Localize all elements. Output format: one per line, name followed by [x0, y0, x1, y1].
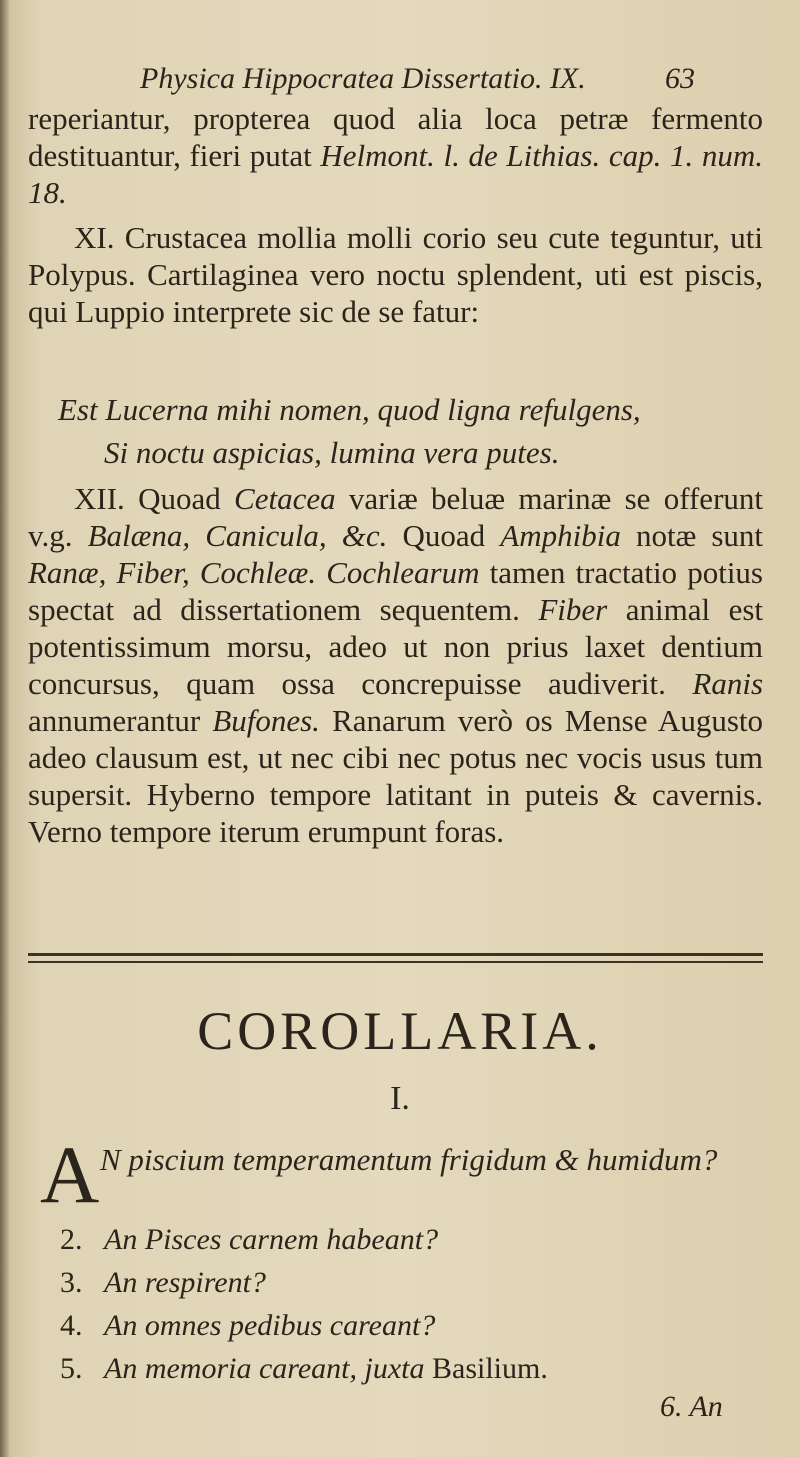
- body-text-upper: [28, 100, 763, 330]
- body-text-lower: [28, 480, 763, 850]
- corollary-numeral: I.: [390, 1080, 410, 1117]
- running-head: Physica Hippocratea Dissertatio. IX.: [140, 62, 586, 95]
- drop-cap: A: [40, 1129, 100, 1220]
- corollary-question: 5. An memoria careant, juxta Basilium.: [60, 1352, 548, 1385]
- section-divider: [28, 953, 763, 963]
- binding-edge: [0, 0, 10, 1457]
- corollaria-heading: COROLLARIA.: [197, 1001, 603, 1061]
- running-header: [140, 62, 700, 102]
- corollary-question: 3. An respirent?: [60, 1266, 266, 1299]
- corollary-list: [60, 1218, 760, 1390]
- corollary-question-1: N piscium temperamentum frigidum & humidum?: [100, 1142, 718, 1177]
- author-name: Basilium.: [432, 1352, 548, 1385]
- section-number: XI.: [74, 220, 115, 255]
- verse-line: Est Lucerna mihi nomen, quod ligna refulgens,: [58, 392, 641, 427]
- catchword: 6. An: [660, 1390, 723, 1423]
- paragraph-xi: XI. Crustacea mollia molli corio seu cute teguntur, uti Polypus. Cartilaginea vero noctu splendent, uti est piscis, qui Luppio interprete sic de se fatur:: [28, 220, 763, 329]
- verse-quote: [58, 388, 758, 474]
- paragraph-xii: XII. Quoad Cetacea variæ beluæ marinæ se offerunt v.g. Balæna, Canicula, &c. Quoad Amphibia notæ sunt Ranæ, Fiber, Cochleæ. Cochlearum tamen tractatio potius spectat ad dissertationem sequentem. Fiber animal est potentissimum morsu, adeo ut non prius laxet dentium concursus, quam ossa concrepuisse audiverit. Ranis annumerantur Bufones. Ranarum verò os Mense Augusto adeo clausum est, ut nec cibi nec potus nec vocis usus tum supersit. Hyberno tempore latitant in puteis & cavernis. Verno tempore iterum erumpunt foras.: [28, 481, 764, 849]
- page-number: 63: [665, 62, 695, 95]
- verse-line: Si noctu aspicias, lumina vera putes.: [104, 435, 560, 470]
- citation: Helmont. l. de Lithias. cap. 1. num. 18.: [28, 138, 764, 210]
- paragraph-continuation: reperiantur, propterea quod alia loca petræ fermento destituantur, fieri putat Helmont. l. de Lithias. cap. 1. num. 18.: [28, 101, 764, 210]
- section-number: XII.: [74, 481, 125, 516]
- corollary-question: 2. An Pisces carnem habeant?: [60, 1223, 439, 1256]
- corollary-question: 4. An omnes pedibus careant?: [60, 1309, 436, 1342]
